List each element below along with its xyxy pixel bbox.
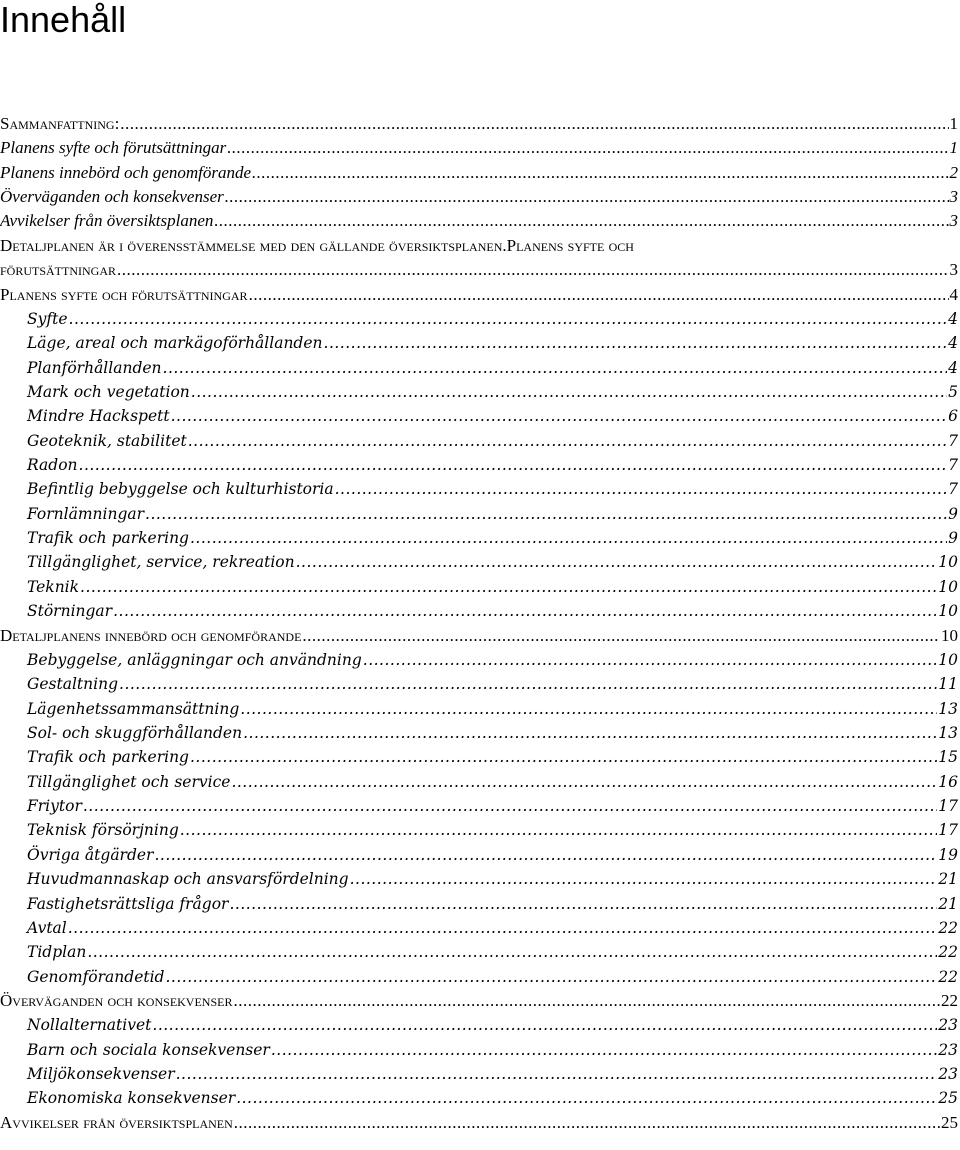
toc-entry[interactable] — [0, 307, 958, 331]
toc-page-number: 10 — [938, 650, 958, 669]
toc-page-number: 23 — [938, 1065, 958, 1084]
toc-entry[interactable] — [0, 136, 958, 160]
toc-entry[interactable] — [0, 721, 958, 745]
toc-page-number: 10 — [938, 577, 958, 596]
toc-entry-label: Genomförandetid — [27, 967, 165, 986]
toc-entry-label: Planförhållanden — [27, 358, 162, 377]
toc-entry[interactable] — [0, 453, 958, 477]
toc-page-number: 19 — [938, 845, 958, 864]
toc-entry[interactable] — [0, 648, 958, 672]
toc-entry[interactable] — [0, 965, 958, 989]
toc-dot-leader — [249, 283, 949, 307]
toc-entry-label: Barn och sociala konsekvenser — [27, 1040, 270, 1059]
toc-page-number: 22 — [938, 918, 958, 937]
toc-entry-label: Friytor — [27, 797, 82, 816]
toc-entry[interactable] — [0, 1062, 958, 1086]
toc-page-number: 17 — [938, 797, 958, 816]
toc-page-number: 10 — [938, 602, 958, 621]
toc-dot-leader — [229, 892, 937, 916]
toc-page-number: 6 — [948, 407, 958, 426]
toc-dot-leader — [154, 843, 937, 867]
toc-entry[interactable] — [0, 697, 958, 721]
toc-page-number: 15 — [938, 748, 958, 767]
toc-dot-leader — [240, 697, 937, 721]
toc-dot-leader — [234, 1111, 940, 1135]
toc-page-number: 7 — [948, 480, 958, 499]
toc-page-number: 9 — [948, 529, 958, 548]
toc-dot-leader — [271, 1038, 937, 1062]
toc-entry-label: Radon — [27, 456, 78, 475]
toc-dot-leader — [180, 818, 938, 842]
toc-entry[interactable] — [0, 283, 958, 307]
toc-entry[interactable] — [0, 867, 958, 891]
toc-page-number: 10 — [941, 625, 958, 645]
toc-entry-label: Bebyggelse, anläggningar och användning — [27, 650, 362, 669]
toc-entry[interactable] — [0, 185, 958, 209]
toc-dot-leader — [176, 1062, 938, 1086]
toc-entry-label: Trafik och parkering — [27, 748, 189, 767]
toc-entry[interactable] — [0, 940, 958, 964]
toc-entry-label: Överväganden och konsekvenser — [0, 187, 224, 207]
toc-page-number: 4 — [948, 309, 958, 328]
toc-page-number: 23 — [938, 1040, 958, 1059]
toc-entry-label: Teknisk försörjning — [27, 821, 179, 840]
toc-entry-label: Befintlig bebyggelse och kulturhistoria — [27, 480, 334, 499]
toc-entry-label: Planens innebörd och genomförande — [0, 162, 252, 182]
toc-page-number: 13 — [938, 699, 958, 718]
toc-entry[interactable] — [0, 258, 958, 282]
toc-entry[interactable] — [0, 209, 958, 233]
toc-page-number: 22 — [938, 967, 958, 986]
toc-dot-leader — [87, 940, 937, 964]
toc-entry[interactable] — [0, 234, 958, 258]
toc-dot-leader — [165, 965, 937, 989]
toc-entry-label: Lägenhetssammansättning — [27, 699, 240, 718]
toc-dot-leader — [236, 1086, 937, 1110]
toc-dot-leader — [190, 745, 937, 769]
toc-entry[interactable] — [0, 1013, 958, 1037]
toc-dot-leader — [231, 770, 937, 794]
toc-entry-label: Miljökonsekvenser — [27, 1065, 175, 1084]
toc-entry[interactable] — [0, 161, 958, 185]
toc-page-number: 13 — [938, 723, 958, 742]
toc-entry-label: Mindre Hackspett — [27, 407, 170, 426]
toc-entry[interactable] — [0, 989, 958, 1013]
toc-dot-leader — [243, 721, 937, 745]
toc-dot-leader — [190, 526, 947, 550]
toc-entry-label: Geoteknik, stabilitet — [27, 431, 187, 450]
toc-entry[interactable] — [0, 818, 958, 842]
toc-entry-label: Detaljplanen är i överensstämmelse med den gällande översiktsplanen.Planens syfte och — [0, 235, 634, 255]
toc-entry-label: Planens syfte och förutsättningar — [0, 138, 227, 158]
toc-entry-label: Tidplan — [27, 943, 87, 962]
toc-entry-label: Ekonomiska konsekvenser — [27, 1089, 236, 1108]
toc-entry[interactable] — [0, 794, 958, 818]
toc-entry[interactable] — [0, 916, 958, 940]
toc-page-number: 25 — [938, 1089, 958, 1108]
toc-dot-leader — [171, 404, 948, 428]
toc-dot-leader — [191, 380, 947, 404]
toc-entry[interactable] — [0, 404, 958, 428]
toc-entry[interactable] — [0, 331, 958, 355]
toc-entry-label: förutsättningar — [0, 260, 117, 280]
table-of-contents — [0, 112, 958, 1135]
toc-dot-leader — [117, 258, 948, 282]
toc-entry[interactable] — [0, 624, 958, 648]
toc-page-number: 5 — [948, 382, 958, 401]
toc-entry[interactable] — [0, 380, 958, 404]
toc-page-number: 21 — [938, 894, 958, 913]
toc-dot-leader — [188, 429, 947, 453]
toc-entry-label: Fastighetsrättsliga frågor — [27, 894, 229, 913]
toc-dot-leader — [225, 185, 949, 209]
toc-dot-leader — [80, 575, 937, 599]
toc-dot-leader — [152, 1013, 937, 1037]
toc-dot-leader — [214, 209, 948, 233]
toc-page-number: 3 — [949, 211, 958, 231]
toc-entry-label: Teknik — [27, 577, 80, 596]
toc-entry-label: Huvudmannaskap och ansvarsfördelning — [27, 870, 349, 889]
toc-dot-leader — [363, 648, 937, 672]
toc-entry[interactable] — [0, 502, 958, 526]
toc-dot-leader — [120, 112, 948, 136]
toc-dot-leader — [79, 453, 948, 477]
toc-entry-label: Tillgänglighet, service, rekreation — [27, 553, 295, 572]
toc-dot-leader — [113, 599, 937, 623]
toc-dot-leader — [69, 307, 948, 331]
toc-entry[interactable] — [0, 745, 958, 769]
toc-dot-leader — [227, 136, 948, 160]
toc-page-number: 4 — [949, 284, 958, 304]
toc-dot-leader — [233, 989, 940, 1013]
toc-entry-label: Läge, areal och markägoförhållanden — [27, 334, 323, 353]
toc-page-number: 2 — [949, 162, 958, 182]
toc-page-number: 7 — [948, 456, 958, 475]
toc-entry[interactable] — [0, 672, 958, 696]
toc-entry-label: Överväganden och konsekvenser — [0, 990, 233, 1010]
toc-entry-label: Gestaltning — [27, 675, 119, 694]
toc-page-number: 3 — [949, 187, 958, 207]
toc-page-number: 22 — [941, 990, 958, 1010]
toc-page-number: 16 — [938, 772, 958, 791]
toc-entry-label: Syfte — [27, 309, 68, 328]
toc-entry-label: Störningar — [27, 602, 113, 621]
toc-entry-label: Övriga åtgärder — [27, 845, 154, 864]
toc-page-number: 4 — [948, 334, 958, 353]
toc-entry-label: Avvikelser från översiktsplanen — [0, 211, 214, 231]
toc-entry-label: Fornlämningar — [27, 504, 145, 523]
toc-page-number: 1 — [949, 138, 958, 158]
toc-entry-label: Sammanfattning: — [0, 114, 120, 133]
toc-entry[interactable] — [0, 477, 958, 501]
toc-entry[interactable] — [0, 1111, 958, 1135]
toc-page-number: 4 — [948, 358, 958, 377]
toc-entry[interactable] — [0, 1038, 958, 1062]
toc-page-number: 21 — [938, 870, 958, 889]
toc-page-number: 25 — [941, 1112, 958, 1132]
toc-page-number: 7 — [948, 431, 958, 450]
toc-entry[interactable] — [0, 843, 958, 867]
toc-entry-label: Mark och vegetation — [27, 382, 190, 401]
toc-dot-leader — [324, 331, 948, 355]
toc-dot-leader — [163, 356, 948, 380]
toc-entry-label: Sol- och skuggförhållanden — [27, 723, 243, 742]
toc-page-number: 22 — [938, 943, 958, 962]
toc-entry-label: Planens syfte och förutsättningar — [0, 284, 248, 304]
toc-dot-leader — [252, 161, 948, 185]
toc-entry[interactable] — [0, 356, 958, 380]
toc-dot-leader — [296, 550, 938, 574]
toc-entry-label: Avtal — [27, 918, 67, 937]
toc-dot-leader — [119, 672, 937, 696]
toc-dot-leader — [350, 867, 938, 891]
toc-page-number: 23 — [938, 1016, 958, 1035]
toc-entry[interactable] — [0, 575, 958, 599]
toc-dot-leader — [83, 794, 937, 818]
toc-entry-label: Tillgänglighet och service — [27, 772, 231, 791]
toc-entry[interactable] — [0, 770, 958, 794]
toc-entry-label: Detaljplanens innebörd och genomförande — [0, 625, 302, 645]
toc-entry[interactable] — [0, 550, 958, 574]
toc-page-number: 10 — [938, 553, 958, 572]
toc-entry[interactable] — [0, 1086, 958, 1110]
toc-page-number: 9 — [948, 504, 958, 523]
page-title: Innehåll — [0, 0, 127, 40]
toc-entry[interactable] — [0, 526, 958, 550]
toc-entry[interactable] — [0, 112, 958, 136]
toc-page-number: 17 — [938, 821, 958, 840]
toc-page-number: 3 — [949, 260, 958, 280]
toc-entry[interactable] — [0, 892, 958, 916]
toc-entry[interactable] — [0, 429, 958, 453]
toc-page-number: 1 — [949, 114, 958, 133]
toc-dot-leader — [68, 916, 938, 940]
toc-entry-label: Nollalternativet — [27, 1016, 152, 1035]
toc-dot-leader — [302, 624, 940, 648]
toc-entry-label: Avvikelser från översiktsplanen — [0, 1112, 233, 1132]
toc-page-number: 11 — [938, 675, 958, 694]
toc-dot-leader — [145, 502, 947, 526]
toc-dot-leader — [335, 477, 948, 501]
toc-entry-label: Trafik och parkering — [27, 529, 189, 548]
toc-entry[interactable] — [0, 599, 958, 623]
